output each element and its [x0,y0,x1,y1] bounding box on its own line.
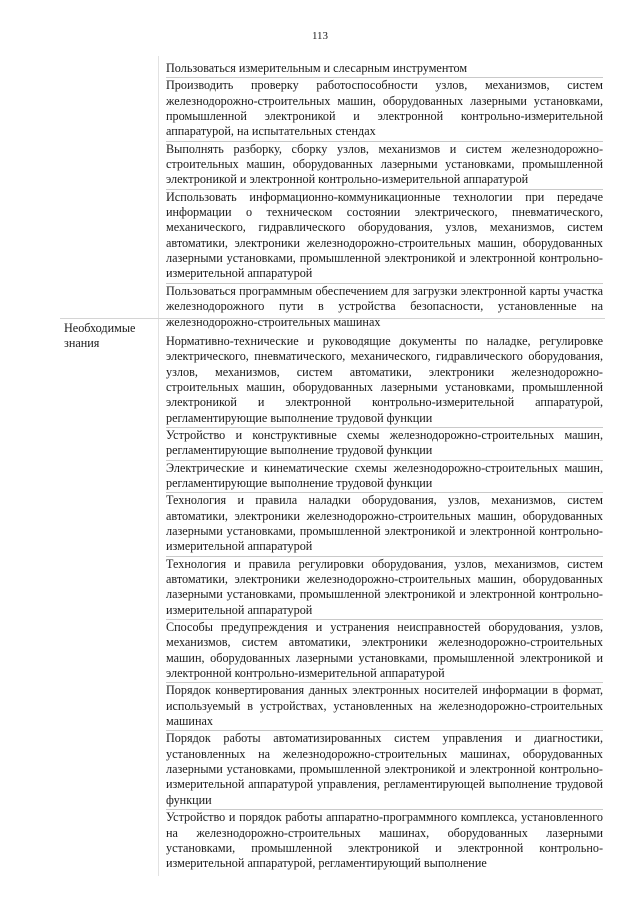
knowledge-item: Способы предупреждения и устранения неисправностей оборудования, узлов, механизмов, систем автоматики, электроники железнодорожно-строительных машин, оборудованных лазерными установками, промышленной электроникой и электронной контрольно-измерительной аппаратурой [166,620,603,683]
knowledge-item: Электрические и кинематические схемы железнодорожно-строительных машин, регламентирующие выполнение трудовой функции [166,461,603,494]
skills-list [166,61,603,331]
page-number: 113 [311,30,329,42]
skill-item: Пользоваться программным обеспечением для загрузки электронной карты участка железнодорожного пути в устройства безопасности, установленные на железнодорожно-строительных машинах [166,283,603,329]
table-column-divider [158,56,159,876]
knowledge-list [166,334,603,873]
knowledge-item: Технология и правила наладки оборудования, узлов, механизмов, систем автоматики, электроники железнодорожно-строительных машин, оборудованных лазерными установками, промышленной электроникой и электронной контрольно-измерительной аппаратурой [166,493,603,556]
knowledge-item: Устройство и порядок работы аппаратно-программного комплекса, установленного на железнодорожно-строительных машинах, оборудованных лазерными установками, промышленной электроникой и электронной контрольно-измерительной аппаратурой, регламентирующий выполнение [166,810,603,871]
requirements-column [166,61,603,873]
skill-item: Пользоваться измерительным и слесарным инструментом [166,61,603,78]
skill-item: Производить проверку работоспособности узлов, механизмов, систем железнодорожно-строительных машин, оборудованных лазерными установками, промышленной электроникой и электронной контрольно-измерительной аппаратурой, на испытательных стендах [166,78,603,141]
knowledge-item: Технология и правила регулировки оборудования, узлов, механизмов, систем автоматики, электроники железнодорожно-строительных машин, оборудованных лазерными установками, промышленной электроникой и электронной контрольно-измерительной аппаратурой [166,557,603,620]
skill-item: Использовать информационно-коммуникационные технологии при передаче информации о техническом состоянии электрического, пневматического, механического, гидравлического оборудования, узлов, механизмов, систем автоматики, электроники железнодорожно-строительных машин, оборудованных лазерными установками, промышленной электроникой и электронной контрольно-измерительной аппаратурой [166,190,603,284]
knowledge-item: Порядок конвертирования данных электронных носителей информации в формат, используемый в устройствах, установленных на железнодорожно-строительных машинах [166,683,603,731]
knowledge-label: Необходимые знания [64,321,136,351]
knowledge-item: Порядок работы автоматизированных систем управления и диагностики, установленных на железнодорожно-строительных машинах, оборудованных лазерными установками, промышленной электроникой и электронной контрольно-измерительной аппаратурой управления, регламентирующей выполнение трудовой функции [166,731,603,810]
knowledge-item: Устройство и конструктивные схемы железнодорожно-строительных машин, регламентирующие выполнение трудовой функции [166,428,603,461]
skill-item: Выполнять разборку, сборку узлов, механизмов и систем железнодорожно-строительных машин, оборудованных лазерными установками, промышленной электроникой и электронной контрольно-измерительной аппаратурой [166,142,603,190]
knowledge-item: Нормативно-технические и руководящие документы по наладке, регулировке электрического, пневматического, механического, гидравлического оборудования, узлов, механизмов, систем автоматики, электроники железнодорожно-строительных машин, оборудованных лазерными установками, промышленной электроникой и электронной контрольно-измерительной аппаратурой, регламентирующие выполнение трудовой функции [166,334,603,428]
